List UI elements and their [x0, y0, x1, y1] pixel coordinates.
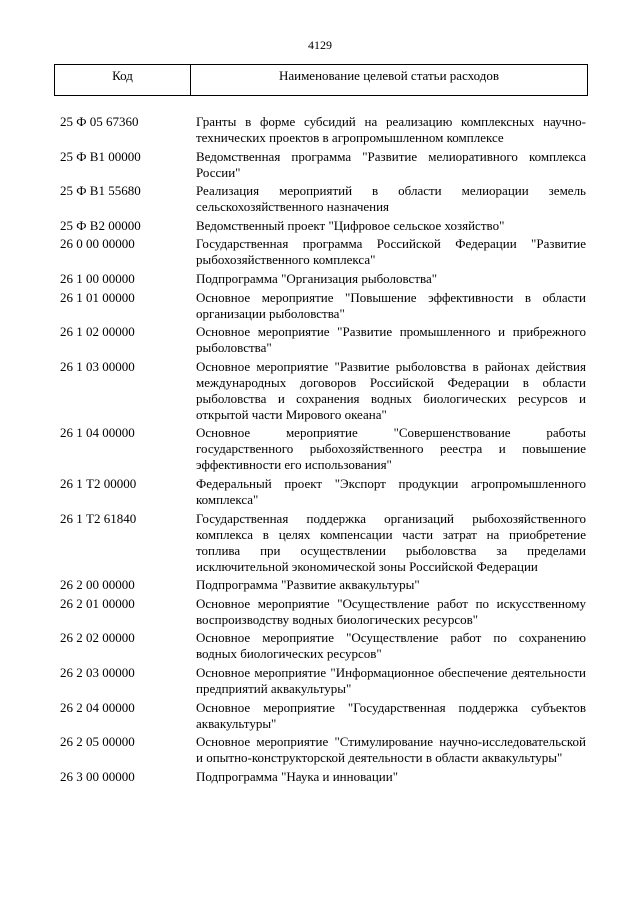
- row-name: Ведомственная программа "Развитие мелиоративного комплекса России": [196, 148, 586, 180]
- table-row: [60, 271, 588, 287]
- table-row: [60, 769, 588, 785]
- row-code: 26 1 Т2 00000: [60, 475, 137, 491]
- row-code: 26 1 04 00000: [60, 425, 135, 441]
- row-name: Государственная поддержка организаций рыбохозяйственного комплекса в целях компенсации части затрат на приобретение топлива при осуществлении рыболовства за пределами исключительной экономической зоны Российской Федерации: [196, 510, 586, 574]
- table-row: [60, 324, 588, 356]
- page-number: 4129: [308, 38, 332, 52]
- row-name: Основное мероприятие "Осуществление работ по искусственному воспроизводству водных биологических ресурсов": [196, 595, 586, 627]
- row-name: Основное мероприятие "Осуществление работ по сохранению водных биологических ресурсов": [196, 630, 586, 662]
- table-row: [60, 700, 588, 732]
- table-row: [60, 476, 588, 508]
- row-code: 26 1 00 00000: [60, 270, 135, 286]
- row-code: 26 1 03 00000: [60, 358, 135, 374]
- table-row: [60, 577, 588, 593]
- row-code: 26 1 01 00000: [60, 289, 135, 305]
- table-body: [60, 114, 588, 787]
- row-code: 25 Ф В2 00000: [60, 217, 141, 233]
- row-code: 26 0 00 00000: [60, 236, 135, 252]
- row-name: Основное мероприятие "Развитие рыболовства в районах действия международных договоров Российской Федерации в области рыболовства и сохранения водных биологических ресурсов и открытой части Мирового океана": [196, 358, 586, 422]
- row-code: 25 Ф В1 00000: [60, 148, 141, 164]
- row-name: Основное мероприятие "Информационное обеспечение деятельности предприятий аквакультуры": [196, 664, 586, 696]
- row-name: Основное мероприятие "Стимулирование научно-исследовательской и опытно-конструкторской деятельности в области аквакультуры": [196, 734, 586, 766]
- row-code: 25 Ф 05 67360: [60, 114, 139, 129]
- table-row: [60, 630, 588, 662]
- row-code: 26 2 05 00000: [60, 734, 135, 750]
- row-code: 25 Ф В1 55680: [60, 183, 141, 199]
- table-row: [60, 511, 588, 575]
- row-name: Гранты в форме субсидий на реализацию комплексных научно-технических проектов в агропромышленном комплексе: [196, 114, 586, 145]
- row-name: Государственная программа Российской Федерации "Развитие рыбохозяйственного комплекса": [196, 236, 586, 268]
- table-row: [60, 114, 588, 146]
- table-row: [60, 425, 588, 473]
- row-code: 26 3 00 00000: [60, 768, 135, 784]
- table-row: [60, 236, 588, 268]
- header-code: Код: [55, 65, 191, 95]
- row-name: Федеральный проект "Экспорт продукции агропромышленного комплекса": [196, 475, 586, 507]
- row-name: Основное мероприятие "Совершенствование работы государственного рыбохозяйственного реестра и повышение эффективности его использования": [196, 425, 586, 473]
- row-code: 26 2 02 00000: [60, 630, 135, 646]
- row-code: 26 1 02 00000: [60, 324, 135, 340]
- table-row: [60, 359, 588, 423]
- table-row: [60, 183, 588, 215]
- row-name: Ведомственный проект "Цифровое сельское хозяйство": [196, 217, 505, 233]
- row-code: 26 2 03 00000: [60, 664, 135, 680]
- table-row: [60, 734, 588, 766]
- row-name: Основное мероприятие "Государственная поддержка субъектов аквакультуры": [196, 699, 586, 731]
- row-code: 26 2 04 00000: [60, 699, 135, 715]
- row-code: 26 1 Т2 61840: [60, 510, 137, 526]
- table-row: [60, 218, 588, 234]
- row-name: Подпрограмма "Развитие аквакультуры": [196, 577, 420, 593]
- table-row: [60, 290, 588, 322]
- header-name: Наименование целевой статьи расходов: [278, 68, 500, 83]
- row-name: Основное мероприятие "Развитие промышленного и прибрежного рыболовства": [196, 324, 586, 356]
- table-row: [60, 665, 588, 697]
- row-name: Основное мероприятие "Повышение эффективности в области организации рыболовства": [196, 289, 586, 321]
- table-header: [54, 64, 588, 96]
- row-name: Подпрограмма "Наука и инновации": [196, 768, 399, 784]
- table-row: [60, 149, 588, 181]
- row-code: 26 2 01 00000: [60, 595, 135, 611]
- table-row: [60, 596, 588, 628]
- row-name: Реализация мероприятий в области мелиорации земель сельскохозяйственного назначения: [196, 183, 586, 215]
- row-code: 26 2 00 00000: [60, 577, 135, 593]
- row-name: Подпрограмма "Организация рыболовства": [196, 270, 438, 286]
